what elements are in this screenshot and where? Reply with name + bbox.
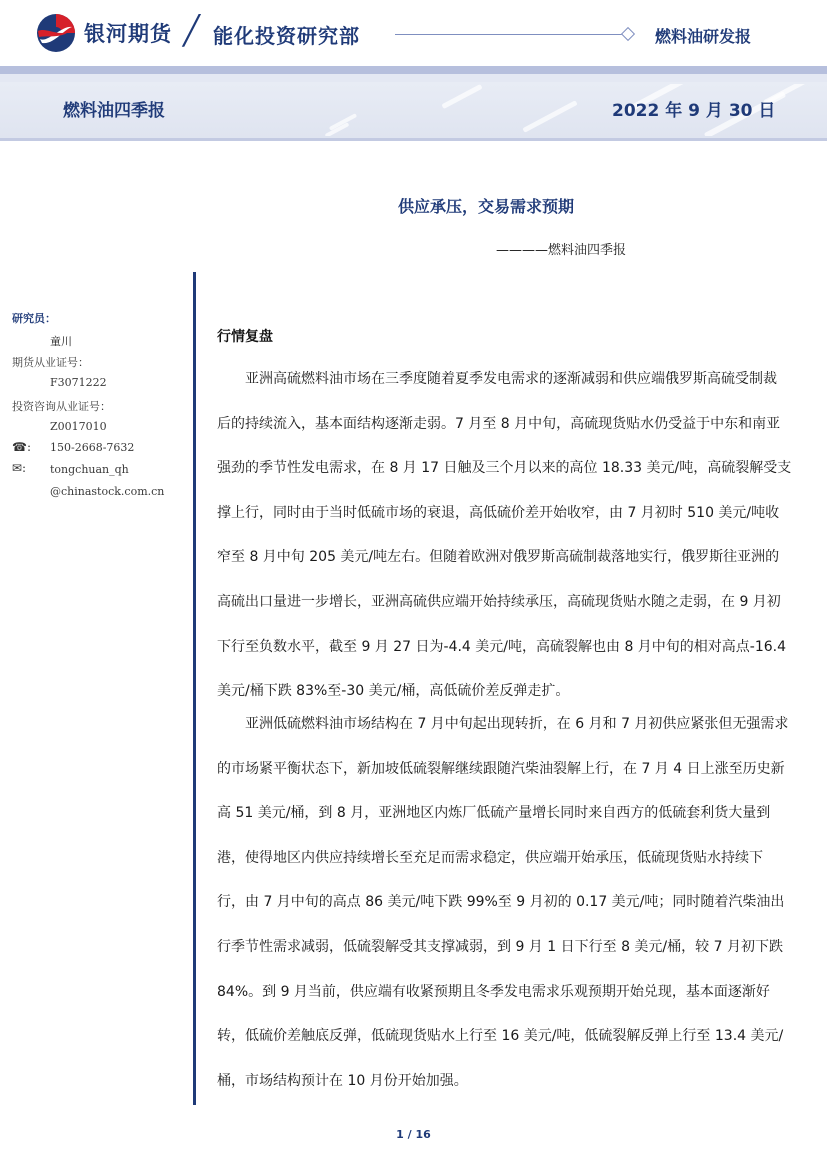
- advisory-cert-label: 投资咨询从业证号：: [12, 400, 111, 413]
- department-name: 能化投资研究部: [213, 24, 360, 48]
- paragraph-line: 行，由 7 月中旬的高点 86 美元/吨下跌 99%至 9 月初的 0.17 美元/吨；同时随着汽柴油出: [217, 894, 785, 911]
- paragraph-line: 港，使得地区内供应持续增长至充足而需求稳定，供应端开始承压，低硫现货贴水持续下: [217, 849, 763, 866]
- sidebar-divider: [193, 272, 196, 1105]
- futures-cert-label: 期货从业证号：: [12, 356, 89, 369]
- banner-bottom-rule: [0, 138, 827, 141]
- envelope-icon: ✉:: [12, 461, 27, 475]
- researcher-name: 童川: [50, 335, 72, 348]
- paragraph-low-sulfur: [217, 702, 789, 1103]
- paragraph-line: 高硫出口量进一步增长，亚洲高硫供应端开始持续承压，高硫现货贴水随之走弱，在 9 月初: [217, 593, 781, 610]
- paragraph-line: 后的持续流入，基本面结构逐渐走弱。7 月至 8 月中旬，高硫现货贴水仍受益于中东和南亚: [217, 415, 781, 432]
- paragraph-high-sulfur: [217, 357, 792, 714]
- report-title: 供应承压，交易需求预期: [398, 197, 575, 216]
- report-type: 燃料油研发报: [655, 27, 752, 46]
- header-slash: ╱: [183, 14, 200, 47]
- paragraph-line: 84%。到 9 月当前，供应端有收紧预期且冬季发电需求乐观预期开始兑现，基本面逐渐好: [217, 983, 770, 1000]
- report-subtitle: ————燃料油四季报: [496, 243, 627, 258]
- paragraph-line: 窄至 8 月中旬 205 美元/吨左右。但随着欧洲对俄罗斯高硫制裁落地实行，俄罗斯往亚洲的: [217, 549, 780, 566]
- section-heading: 行情复盘: [217, 329, 273, 345]
- futures-cert-number: F3071222: [50, 376, 107, 389]
- phone-icon: ☎:: [12, 440, 31, 454]
- paragraph-line: 桶，市场结构预计在 10 月份开始加强。: [217, 1072, 468, 1089]
- paragraph-line: 亚洲低硫燃料油市场结构在 7 月中旬起出现转折，在 6 月和 7 月初供应紧张但无强需求: [217, 716, 789, 732]
- header-band-light: [0, 74, 827, 82]
- paragraph-line: 亚洲高硫燃料油市场在三季度随着夏季发电需求的逐渐减弱和供应端俄罗斯高硫受制裁: [217, 371, 777, 387]
- paragraph-line: 转，低硫价差触底反弹，低硫现货贴水上行至 16 美元/吨，低硫裂解反弹上行至 13.4 美元/: [217, 1028, 784, 1045]
- header-band-dark: [0, 66, 827, 74]
- paragraph-line: 高 51 美元/桶，到 8 月，亚洲地区内炼厂低硫产量增长同时来自西方的低硫套利货大量到: [217, 805, 771, 822]
- galaxy-logo-icon: [36, 13, 76, 53]
- page-header: [0, 0, 827, 66]
- header-divider-line: [395, 34, 623, 35]
- page-number: 1 / 16: [396, 1128, 431, 1141]
- brand-name: 银河期货: [84, 22, 172, 46]
- paragraph-line: 强劲的季节性发电需求，在 8 月 17 日触及三个月以来的高位 18.33 美元/吨，高硫裂解受支: [217, 460, 792, 477]
- paragraph-line: 行季节性需求减弱，低硫裂解受其支撑减弱，到 9 月 1 日下行至 8 美元/桶，较 7 月初下跌: [217, 938, 783, 955]
- paragraph-line: 的市场紧平衡状态下，新加坡低硫裂解继续跟随汽柴油裂解上行，在 7 月 4 日上涨至历史新: [217, 760, 785, 777]
- advisory-cert-number: Z0017010: [50, 420, 107, 433]
- paragraph-line: 下行至负数水平，截至 9 月 27 日为-4.4 美元/吨，高硫裂解也由 8 月中旬的相对高点-16.4: [217, 638, 787, 655]
- paragraph-line: 撑上行，同时由于当时低硫市场的衰退，高低硫价差开始收窄，由 7 月初时 510 美元/吨收: [217, 504, 780, 521]
- diamond-icon: [621, 27, 635, 41]
- paragraph-line: 美元/桶下跌 83%至-30 美元/桶，高低硫价差反弹走扩。: [217, 683, 570, 700]
- banner-title: 燃料油四季报: [63, 101, 165, 121]
- email-line-1[interactable]: tongchuan_qh: [50, 463, 129, 476]
- phone-number: 150-2668-7632: [50, 441, 135, 454]
- report-date: 2022 年 9 月 30 日: [612, 101, 776, 121]
- researcher-label: 研究员：: [12, 312, 56, 325]
- email-line-2[interactable]: @chinastock.com.cn: [50, 485, 165, 498]
